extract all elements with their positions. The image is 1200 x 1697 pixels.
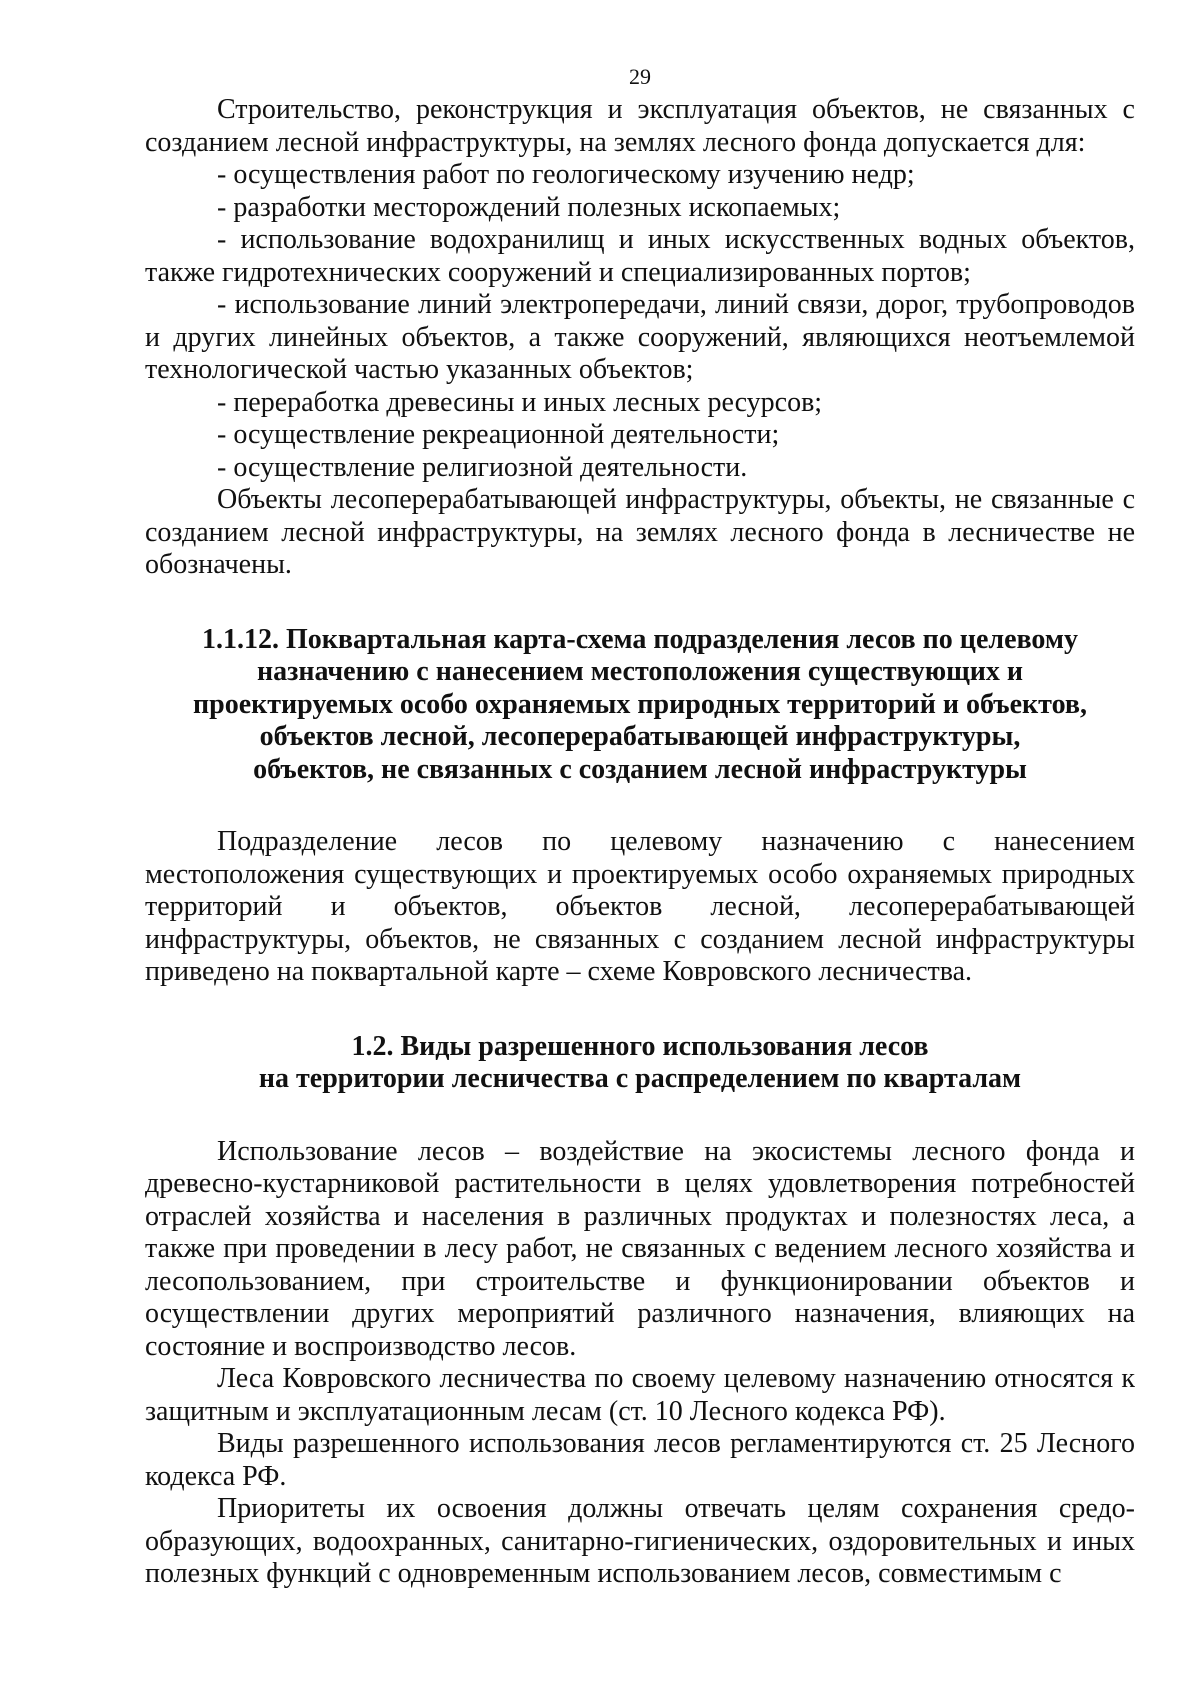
allowed-uses-list xyxy=(145,159,1135,484)
document-page xyxy=(145,62,1135,1591)
intro-paragraph: Строительство, реконструкция и эксплуатация объектов, не связанных с созданием лесной инфраструктуры, на землях лесного фонда допускается для: xyxy=(145,94,1135,158)
list-item: - переработка древесины и иных лесных ресурсов; xyxy=(217,386,823,418)
heading-line: объектов, не связанных с созданием лесной инфраструктуры xyxy=(253,753,1027,785)
heading-line: объектов лесной, лесоперерабатывающей инфраструктуры, xyxy=(259,721,1021,752)
list-item: - осуществление рекреационной деятельности; xyxy=(217,419,780,450)
heading-line: 1.2. Виды разрешенного использования лесов xyxy=(351,1030,929,1062)
list-item: - осуществления работ по геологическому изучению недр; xyxy=(217,159,915,190)
section-heading-1-2 xyxy=(145,1031,1135,1096)
list-item: - использование линий электропередачи, линий связи, дорог, трубопроводов и других линейных объектов, а также сооружений, являющихся неотъемлемой технологической частью указанных объектов; xyxy=(145,289,1135,385)
heading-line: проектируемых особо охраняемых природных территорий и объектов, xyxy=(192,688,1087,720)
list-item: - использование водохранилищ и иных искусственных водных объектов, также гидротехнических сооружений и специализированных портов; xyxy=(145,224,1135,288)
section-1-1-12-paragraph: Подразделение лесов по целевому назначению с нанесением местоположения существующих и проектируемых особо охраняемых природных территорий и объектов, объектов лесной, лесоперерабатывающей инфраструктуры, объектов, не связанных с созданием лесной инфраструктуры приведено на поквартальной карте – схеме Ковровского лесничества. xyxy=(145,826,1135,987)
section-heading-1-1-12 xyxy=(145,624,1135,787)
objects-paragraph: Объекты лесоперерабатывающей инфраструктуры, объекты, не связанные с созданием лесной инфраструктуры, на землях лесного фонда в лесничестве не обозначены. xyxy=(145,484,1135,580)
heading-line: на территории лесничества с распределением по кварталам xyxy=(258,1063,1022,1094)
heading-line: 1.1.12. Поквартальная карта-схема подразделения лесов по целевому xyxy=(202,623,1078,655)
list-item: - разработки месторождений полезных ископаемых; xyxy=(217,191,841,223)
heading-line: назначению с нанесением местоположения существующих и xyxy=(256,656,1024,687)
list-item: - осуществление религиозной деятельности. xyxy=(217,451,748,483)
section-1-2-paragraph: Леса Ковровского лесничества по своему целевому назначению относятся к защитным и эксплуатационным лесам (ст. 10 Лесного кодекса РФ). xyxy=(145,1363,1135,1427)
page-number: 29 xyxy=(629,64,651,89)
section-1-2-paragraph: Виды разрешенного использования лесов регламентируются ст. 25 Лесного кодекса РФ. xyxy=(145,1428,1135,1492)
section-1-2-paragraph: Приоритеты их освоения должны отвечать целям сохранения средо-образующих, водоохранных, санитарно-гигиенических, оздоровительных и иных полезных функций с одновременным использованием лесов, совместимым с xyxy=(145,1493,1135,1589)
section-1-2-paragraph: Использование лесов – воздействие на экосистемы лесного фонда и древесно-кустарниковой растительности в целях удовлетворения потребностей отраслей хозяйства и населения в различных продуктах и полезностях леса, а также при проведении в лесу работ, не связанных с ведением лесного хозяйства и лесопользованием, при строительстве и функционировании объектов и осуществлении других мероприятий различного назначения, влияющих на состояние и воспроизводство лесов. xyxy=(145,1135,1135,1362)
